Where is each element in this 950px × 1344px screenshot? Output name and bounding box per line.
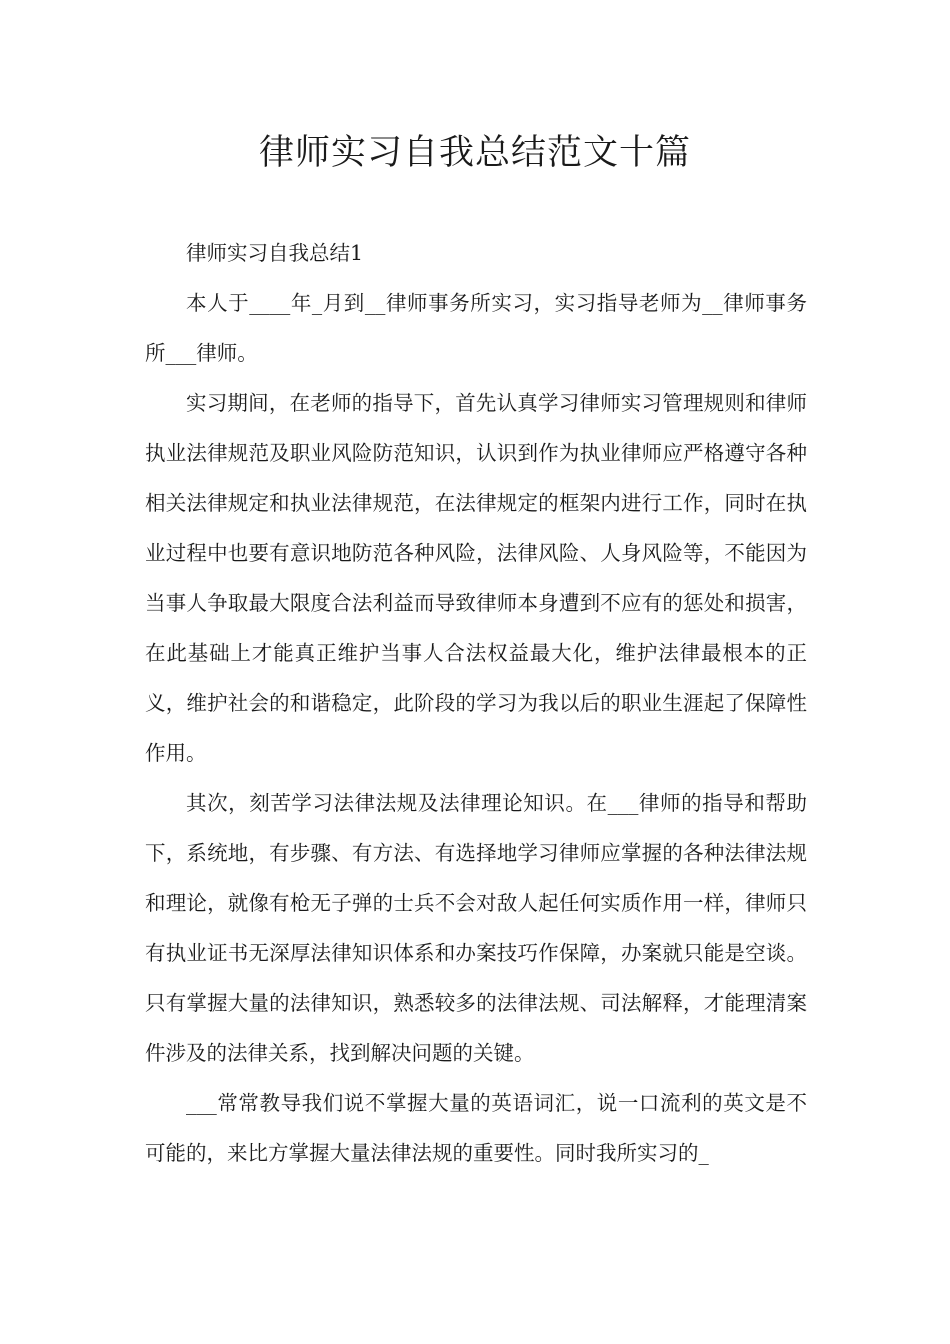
document-body (145, 228, 807, 1178)
paragraph-teaching: ___常常教导我们说不掌握大量的英语词汇，说一口流利的英文是不可能的，来比方掌握大量法律法规的重要性。同时我所实习的_ (145, 1091, 807, 1165)
paragraph-legal-study: 其次，刻苦学习法律法规及法律理论知识。在___律师的指导和帮助下，系统地，有步骤、有方法、有选择地学习律师应掌握的各种法律法规和理论，就像有枪无子弹的士兵不会对敌人起任何实质作用一样，律师只有执业证书无深厚法律知识体系和办案技巧作保障，办案就只能是空谈。只有掌握大量的法律知识，熟悉较多的法律法规、司法解释，才能理清案件涉及的法律关系，找到解决问题的关键。 (145, 791, 807, 1065)
paragraph-intro: 本人于____年_月到__律师事务所实习，实习指导老师为__律师事务所___律师。 (145, 291, 807, 365)
section-heading: 律师实习自我总结1 (186, 241, 364, 265)
paragraph-internship-period: 实习期间，在老师的指导下，首先认真学习律师实习管理规则和律师执业法律规范及职业风险防范知识，认识到作为执业律师应严格遵守各种相关法律规定和执业法律规范，在法律规定的框架内进行工作，同时在执业过程中也要有意识地防范各种风险，法律风险、人身风险等，不能因为当事人争取最大限度合法利益而导致律师本身遭到不应有的惩处和损害，在此基础上才能真正维护当事人合法权益最大化，维护法律最根本的正义，维护社会的和谐稳定，此阶段的学习为我以后的职业生涯起了保障性作用。 (145, 391, 807, 765)
document-title: 律师实习自我总结范文十篇 (258, 133, 691, 173)
